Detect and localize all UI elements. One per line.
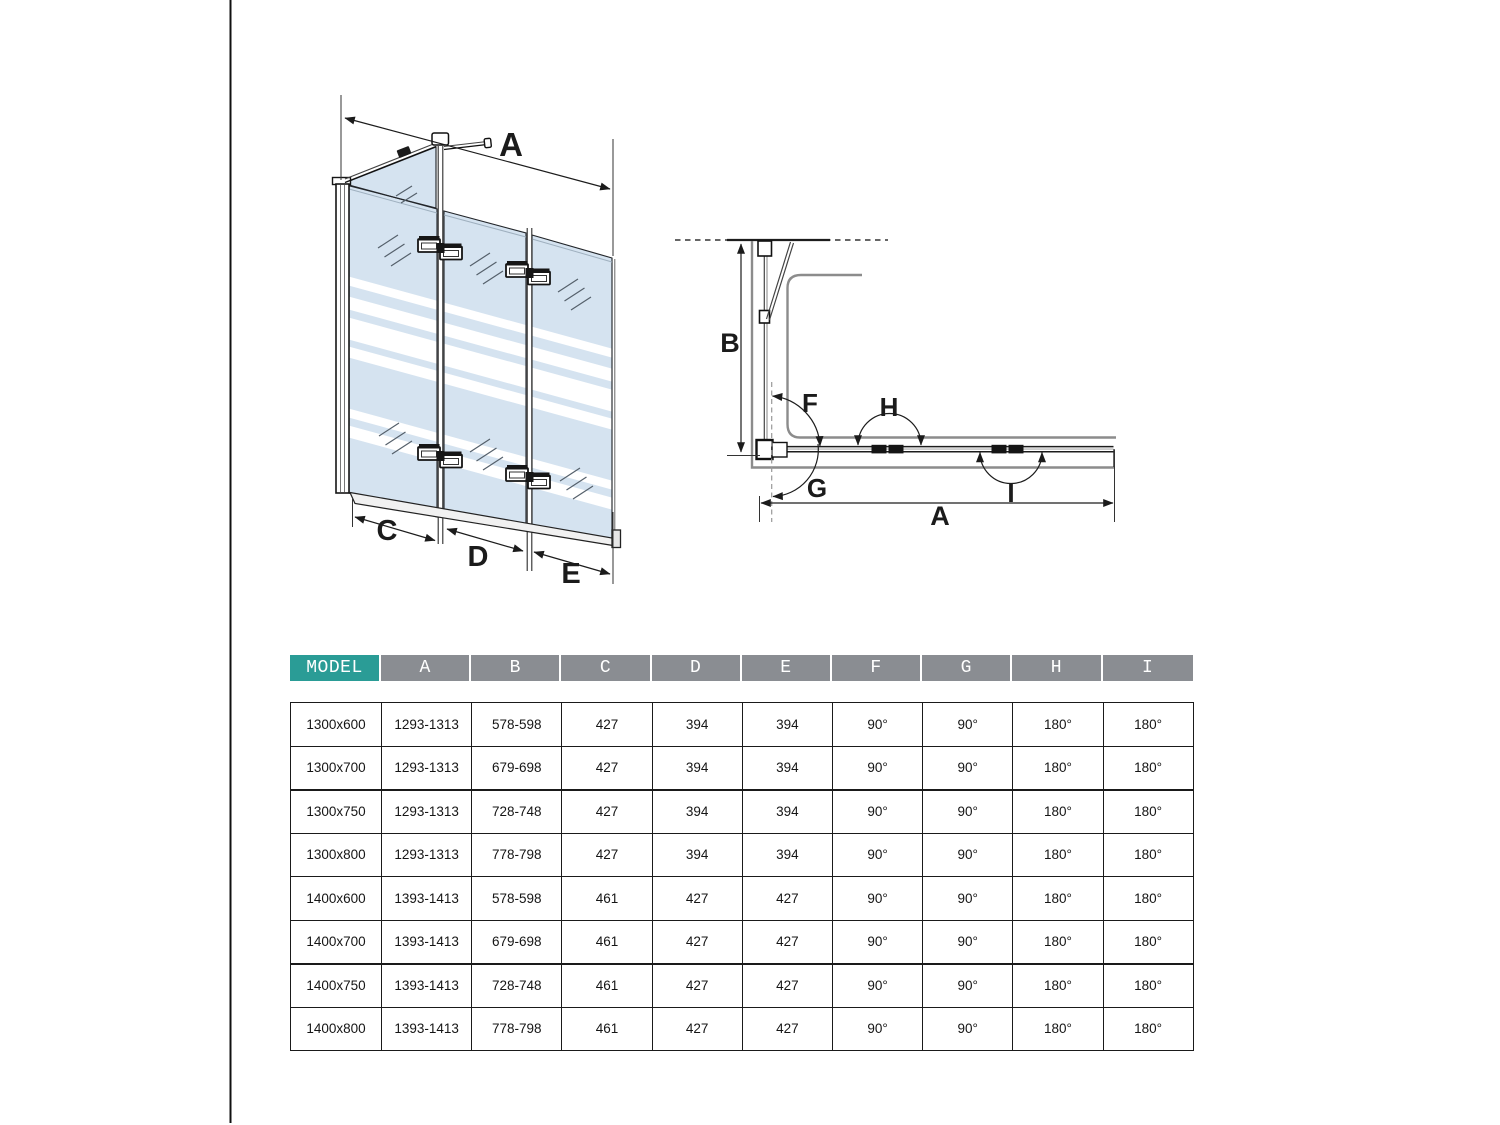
header-cell-model: MODEL <box>290 655 381 681</box>
model-cell: 1300x700 <box>291 746 382 790</box>
table-row <box>291 703 1194 747</box>
bathtub-inner-edge <box>788 275 1117 438</box>
model-cell: 1300x750 <box>291 790 382 834</box>
model-cell: 1300x800 <box>291 833 382 877</box>
value-cell: 90° <box>923 920 1013 964</box>
table-row <box>291 746 1194 790</box>
value-cell: 90° <box>923 964 1013 1008</box>
value-cell: 180° <box>1103 1007 1193 1051</box>
model-cell: 1400x600 <box>291 877 382 921</box>
value-cell: 679-698 <box>472 746 562 790</box>
angle-label-i: I <box>1007 478 1015 508</box>
hinge-plan <box>1009 445 1024 454</box>
value-cell: 427 <box>652 877 742 921</box>
dim-b <box>720 244 760 456</box>
value-cell: 679-698 <box>472 920 562 964</box>
value-cell: 394 <box>742 703 832 747</box>
angle-label-f: F <box>802 388 818 418</box>
screen-plan <box>787 445 1114 454</box>
value-cell: 180° <box>1103 877 1193 921</box>
value-cell: 394 <box>652 790 742 834</box>
value-cell: 427 <box>562 833 652 877</box>
value-cell: 180° <box>1013 964 1103 1008</box>
hinge-plan <box>992 445 1007 454</box>
value-cell: 180° <box>1013 833 1103 877</box>
wall-profile <box>333 178 351 494</box>
value-cell: 1393-1413 <box>382 920 472 964</box>
bar-wall-joint <box>396 146 411 158</box>
dim-label-a-front: A <box>499 126 523 163</box>
value-cell: 180° <box>1013 877 1103 921</box>
header-cell-g: G <box>922 655 1012 681</box>
value-cell: 1393-1413 <box>382 1007 472 1051</box>
header-cell-h: H <box>1012 655 1102 681</box>
bar-end-cap <box>484 138 491 148</box>
value-cell: 394 <box>742 790 832 834</box>
dim-label-e: E <box>561 558 581 590</box>
hinge-plan <box>872 445 887 454</box>
value-cell: 90° <box>923 877 1013 921</box>
value-cell: 427 <box>652 964 742 1008</box>
value-cell: 728-748 <box>472 964 562 1008</box>
value-cell: 180° <box>1103 790 1193 834</box>
model-cell: 1400x700 <box>291 920 382 964</box>
value-cell: 578-598 <box>472 877 562 921</box>
value-cell: 394 <box>742 833 832 877</box>
value-cell: 427 <box>652 920 742 964</box>
value-cell: 180° <box>1103 920 1193 964</box>
value-cell: 394 <box>742 746 832 790</box>
value-cell: 778-798 <box>472 1007 562 1051</box>
table-row <box>291 920 1194 964</box>
value-cell: 90° <box>832 746 922 790</box>
value-cell: 90° <box>832 920 922 964</box>
value-cell: 180° <box>1103 833 1193 877</box>
spec-table <box>290 655 1193 1051</box>
value-cell: 90° <box>832 1007 922 1051</box>
value-cell: 394 <box>652 703 742 747</box>
value-cell: 427 <box>742 920 832 964</box>
model-cell: 1300x600 <box>291 703 382 747</box>
wall-bracket <box>758 241 772 256</box>
value-cell: 427 <box>742 964 832 1008</box>
table-row <box>291 833 1194 877</box>
table-row <box>291 964 1194 1008</box>
header-cell-e: E <box>742 655 832 681</box>
angle-label-h: H <box>879 392 899 422</box>
value-cell: 180° <box>1013 790 1103 834</box>
dim-label-c: C <box>376 515 398 547</box>
value-cell: 90° <box>923 790 1013 834</box>
value-cell: 180° <box>1103 746 1193 790</box>
value-cell: 90° <box>832 790 922 834</box>
value-cell: 90° <box>832 703 922 747</box>
value-cell: 180° <box>1013 1007 1103 1051</box>
header-cell-c: C <box>561 655 651 681</box>
model-cell: 1400x800 <box>291 1007 382 1051</box>
header-cell-a: A <box>381 655 471 681</box>
glass-panels <box>330 130 630 560</box>
front-view-diagram <box>330 95 630 590</box>
value-cell: 180° <box>1013 920 1103 964</box>
value-cell: 180° <box>1103 964 1193 1008</box>
value-cell: 427 <box>562 746 652 790</box>
value-cell: 461 <box>562 1007 652 1051</box>
value-cell: 90° <box>832 833 922 877</box>
value-cell: 427 <box>742 1007 832 1051</box>
table-row <box>291 1007 1194 1051</box>
corner-pivot-block <box>757 440 773 459</box>
spec-table-body <box>290 702 1194 1051</box>
value-cell: 180° <box>1013 703 1103 747</box>
spec-table-header <box>290 655 1193 681</box>
value-cell: 90° <box>832 964 922 1008</box>
value-cell: 1293-1313 <box>382 746 472 790</box>
value-cell: 461 <box>562 920 652 964</box>
value-cell: 394 <box>652 746 742 790</box>
value-cell: 578-598 <box>472 703 562 747</box>
value-cell: 1293-1313 <box>382 833 472 877</box>
value-cell: 180° <box>1013 746 1103 790</box>
dim-label-b: B <box>720 328 740 358</box>
value-cell: 1293-1313 <box>382 790 472 834</box>
hinge-plan <box>889 445 904 454</box>
value-cell: 1393-1413 <box>382 877 472 921</box>
value-cell: 461 <box>562 877 652 921</box>
value-cell: 90° <box>832 877 922 921</box>
value-cell: 180° <box>1103 703 1193 747</box>
corner-pivot-block <box>772 443 787 458</box>
model-cell: 1400x750 <box>291 964 382 1008</box>
header-cell-i: I <box>1103 655 1193 681</box>
value-cell: 427 <box>562 790 652 834</box>
value-cell: 778-798 <box>472 833 562 877</box>
table-row <box>291 877 1194 921</box>
value-cell: 1293-1313 <box>382 703 472 747</box>
value-cell: 427 <box>742 877 832 921</box>
top-view-diagram <box>675 240 1116 531</box>
value-cell: 90° <box>923 746 1013 790</box>
header-cell-f: F <box>832 655 922 681</box>
value-cell: 427 <box>652 1007 742 1051</box>
angle-label-g: G <box>806 473 828 503</box>
value-cell: 394 <box>652 833 742 877</box>
value-cell: 427 <box>562 703 652 747</box>
dim-label-a-plan: A <box>930 501 950 531</box>
value-cell: 90° <box>923 703 1013 747</box>
value-cell: 728-748 <box>472 790 562 834</box>
value-cell: 90° <box>923 833 1013 877</box>
value-cell: 461 <box>562 964 652 1008</box>
dim-label-d: D <box>467 541 489 573</box>
header-cell-d: D <box>652 655 742 681</box>
table-row <box>291 790 1194 834</box>
header-cell-b: B <box>471 655 561 681</box>
value-cell: 1393-1413 <box>382 964 472 1008</box>
value-cell: 90° <box>923 1007 1013 1051</box>
